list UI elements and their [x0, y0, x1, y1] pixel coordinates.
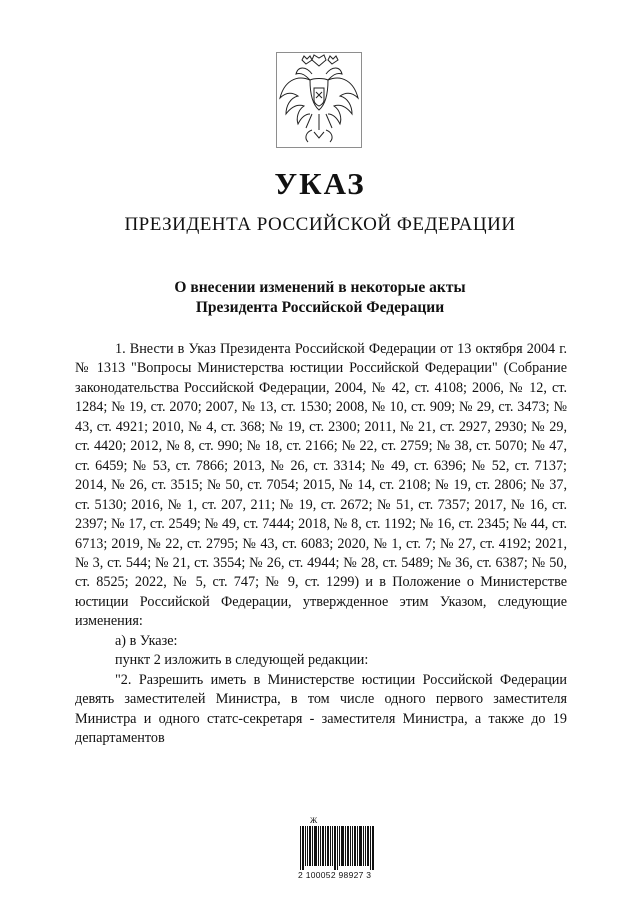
subject-line-1: О внесении изменений в некоторые акты — [174, 279, 466, 296]
decree-subtitle: ПРЕЗИДЕНТА РОССИЙСКОЙ ФЕДЕРАЦИИ — [124, 214, 516, 235]
russian-coat-of-arms-icon — [276, 52, 362, 148]
barcode — [298, 816, 378, 880]
item-point-2: пункт 2 изложить в следующей редакции: — [115, 652, 369, 669]
barcode-mark: Ж — [310, 816, 318, 825]
barcode-number: 2 100052 98927 3 — [298, 870, 372, 880]
barcode-icon — [298, 822, 378, 870]
quoted-text: "2. Разрешить иметь в Министерстве юстиции Российской Федерации девять заместителей Министра, в том числе одного первого заместителя Министра и одного статс-секретаря - заместителя Министра, а также до 19 департаментов — [75, 671, 567, 747]
paragraph-1: 1. Внести в Указ Президента Российской Федерации от 13 октября 2004 г. № 1313 "Вопросы Министерства юстиции Российской Федерации" (Собрание законодательства Российской Федерации, 2004, № 42, ст. 4108; 2006, № 12, ст. 1284; № 19, ст. 2070; 2007, № 13, ст. 1530; 2008, № 10, ст. 909; № 29, ст. 3473; № 43, ст. 4921; 2010, № 4, ст. 368; № 19, ст. 2300; 2011, № 21, ст. 2927, 2930; № 29, ст. 4420; 2012, № 8, ст. 990; № 18, ст. 2166; № 22, ст. 2759; № 38, ст. 5070; № 47, ст. 6459; № 53, ст. 7866; 2013, № 26, ст. 3314; № 49, ст. 6396; № 52, ст. 7137; 2014, № 26, ст. 3515; № 50, ст. 7054; 2015, № 14, ст. 2108; № 19, ст. 2806; № 37, ст. 5130; 2016, № 1, ст. 207, 211; № 19, ст. 2672; № 51, ст. 7357; 2017, № 16, ст. 2397; № 17, ст. 2549; № 49, ст. 7444; 2018, № 8, ст. 1192; № 16, ст. 2345; № 44, ст. 6713; 2019, № 22, ст. 2795; № 43, ст. 6083; 2020, № 1, ст. 7; № 27, ст. 4192; 2021, № 3, ст. 544; № 21, ст. 3554; № 26, ст. 4944; № 28, ст. 5489; № 36, ст. 6387; № 50, ст. 8525; 2022, № 5, ст. 747; № 9, ст. 1299) и в Положение о Министерстве юстиции Российской Федерации, утвержденное этим Указом, следующие изменения: — [75, 341, 567, 630]
decree-body — [75, 340, 567, 749]
decree-subject — [0, 278, 640, 318]
subject-line-2: Президента Российской Федерации — [195, 299, 445, 316]
decree-title: УКАЗ — [274, 166, 366, 201]
item-a: а) в Указе: — [115, 632, 178, 649]
